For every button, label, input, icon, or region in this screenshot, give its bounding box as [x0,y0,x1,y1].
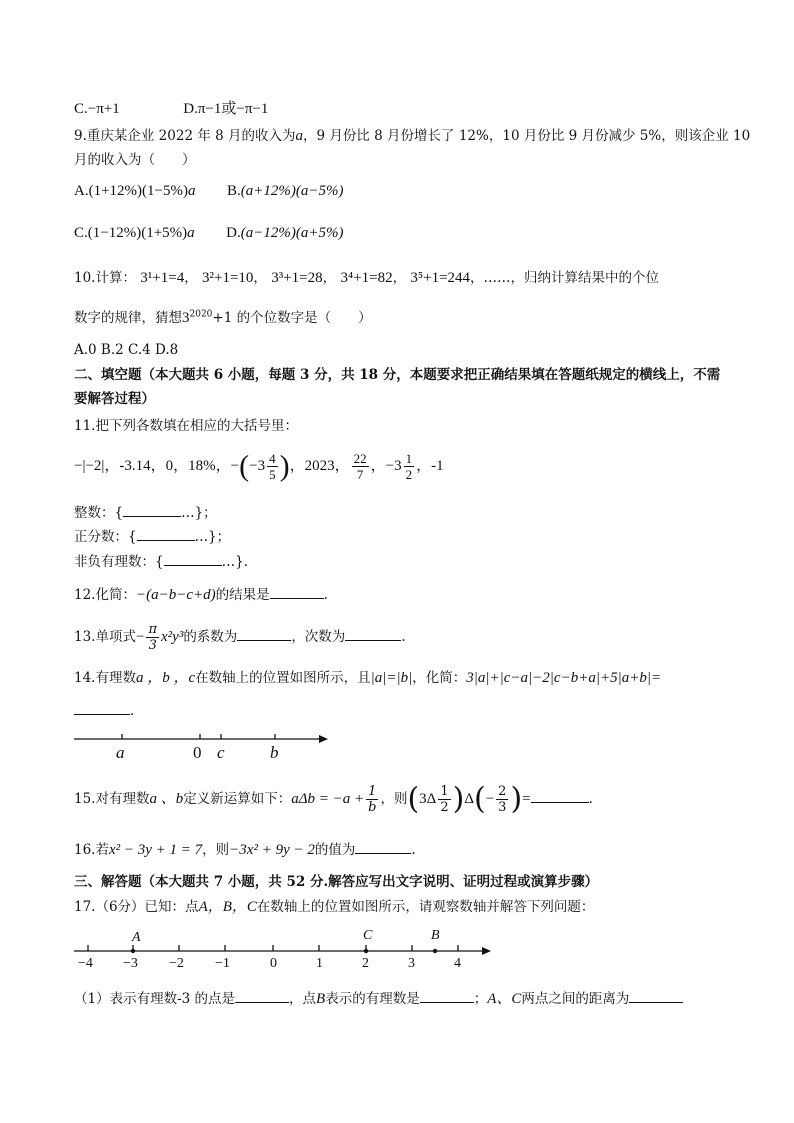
q10-options: A.0 B.2 C.4 D.8 [74,342,179,358]
q10-power-exp: 2020 [189,309,213,320]
q8-option-c-label: C. [74,101,88,117]
q10-suffix: ，……，归纳计算结果中的个位 [470,270,660,286]
q17-tick-4: 4 [454,956,461,971]
q13-stem: 13.单项式 [74,629,136,645]
q17-tick-1: 1 [316,956,323,971]
q17-sub1-text-a: （1）表示有理数-3 的点是 [74,991,236,1007]
section3-title: 三、解答题（本大题共 7 小题，共 52 分.解答应写出文字说明、证明过程或演算步骤） [74,874,599,890]
q12-stem: 12.化简： [74,587,136,603]
q16-expr2: −3x² + 9y − 2 [229,842,315,858]
q11-mixed1-whole: −3 [249,458,266,474]
q14-answer-line: . [74,702,134,720]
q11-stem: 11.把下列各数填在相应的大括号里： [74,418,298,434]
q14-stem-b: 在数轴上的位置如图所示，且 [195,670,371,686]
q13-coef-blank[interactable] [237,640,291,641]
q17-sub1: （1）表示有理数-3 的点是 ，点B表示的有理数是 ；A、C两点之间的距离为 [74,990,683,1008]
q15-e2-frac: $\frac{2}{3}$ [498,784,507,815]
q17-tick-neg4: −4 [78,956,93,971]
q14-axis-arrow [319,735,328,743]
q9-option-d: (a−12%)(a+5%) [240,225,344,241]
q11-int-end: …}； [181,505,217,521]
q15-e1-frac: $\frac{1}{2}$ [440,784,449,815]
q14-condition: |a|=|b| [370,670,413,686]
q9-options-ab: A.(1+12%)(1−5%)a B.(a+12%)(a−5%) [74,183,344,199]
q14-label-b: b [270,743,279,762]
q10-stem-line2 [74,309,372,327]
q14-number-line [74,733,334,745]
q17-point-c-dot [364,949,368,953]
q17-point-label-b: B [431,928,440,943]
q9-b-label: B. [226,183,241,199]
q12-tail: 的结果是 [215,587,270,603]
q12-expr: −(a−b−c+d) [135,587,216,603]
q17-points: A，B，C [198,899,257,915]
q11-frac2: $\frac{22}{7}$ [353,451,367,483]
q11-positive-fractions [74,528,230,546]
q14-label-0: 0 [193,743,202,762]
q17-axis-arrow [482,947,491,955]
q12-blank[interactable] [270,598,324,599]
q11-pos-blank[interactable] [137,540,195,541]
q14-stem-c: ，化简： [412,670,467,686]
q16-stem: 16.若 [74,842,109,858]
q10-line2a: 数字的规律，猜想 [74,310,182,326]
q17-tick-2: 2 [362,956,369,971]
q13-tail1: 的系数为 [183,629,238,645]
q17-tick-neg3: −3 [123,956,138,971]
q14-stem [74,669,661,687]
section2-title-line2: 要解答过程） [74,391,155,407]
q9-options-cd: C.(1−12%)(1+5%)a D.(a−12%)(a+5%) [74,225,344,241]
q9-stem-line2: 月的收入为（ ） [74,152,196,168]
q11-nonneg-label: 非负有理数：{ [74,554,164,570]
q10-prefix: 10.计算： [74,270,136,286]
q10-power-base: 3 [182,310,190,326]
q17-sub1-text-b: ，点 [289,991,317,1007]
q11-nonneg-end: …}. [221,554,248,570]
q17-sub1-blank1[interactable] [235,1002,289,1003]
q10-seq-3: 3³+1=28 [271,270,323,286]
q11-nums-c: ，−3 [370,458,402,474]
q15-e1: 3Δ [419,791,437,807]
q10-line2b: +1 的个位数字是（ ） [212,310,372,326]
q15-vars: a 、b [149,791,184,807]
q9-option-c: (1−12%)(1+5%) [87,225,188,241]
q15-blank[interactable] [531,802,589,803]
q9-var-a: a [295,128,303,144]
q13: 13.单项式− $\frac{\pi}{3}$ x²y³的系数为 ，次数为 . [74,622,406,653]
q15-def: aΔb = −a + [291,791,365,807]
q12: 12.化简：−(a−b−c+d)的结果是 . [74,587,328,603]
q9-d-label: D. [226,225,241,241]
q11-nums-b: ，2023， [289,458,350,474]
q11-pos-end: …}； [194,529,231,545]
q17-tick-neg1: −1 [215,956,230,971]
q11-pos-label: 正分数：{ [74,529,137,545]
q10-seq-4: 3⁴+1=82 [340,270,393,286]
q13-vars: x²y³ [161,629,184,645]
q17-sub1-blank2[interactable] [420,1002,474,1003]
q17-point-a-dot [131,949,135,953]
q15-stem-b: 定义新运算如下： [183,791,292,807]
q16-expr1: x² − 3y + 1 = 7 [108,842,203,858]
q16-mid: ，则 [202,842,230,858]
q17-tick-neg2: −2 [169,956,184,971]
q17-stem-b: 在数轴上的位置如图所示，请观察数轴并解答下列问题： [256,899,595,915]
q17-point-label-c: C [363,928,373,943]
q14-vars: a ，b ，c [135,670,196,686]
q14-stem-a: 14.有理数 [74,670,136,686]
q10-seq-2: 3²+1=10 [202,270,254,286]
section2-title-line1: 二、填空题（本大题共 6 小题，每题 3 分，共 18 分，本题要求把正确结果填在答题纸规定的横线上，不需 [74,367,721,383]
q11-numbers: −|−2|，-3.14，0，18%，−(−3 $\frac{4}{5}$ )，2023， $\frac{22}{7}$ ，−3 $\frac{1}{2}$ ，-1 [74,449,444,483]
q11-nums-a: −|−2|，-3.14，0，18%，− [74,458,240,474]
q14-blank[interactable] [74,714,130,715]
q16: 16.若x² − 3y + 1 = 7，则−3x² + 9y − 2的值为 . [74,842,416,858]
q8-option-c: −π+1 [87,101,120,117]
q9-text2: ，9 月份比 8 月份增长了 12%，10 月份比 9 月份减少 5%，则该企业 10 [303,128,751,144]
q8-option-d: π−1或−π−1 [197,101,269,117]
q14-label-a: a [116,743,125,762]
q17-stem [74,898,594,916]
q9-c-label: C. [74,225,88,241]
q17-sub1-blank3[interactable] [629,1002,683,1003]
q17-tick-3: 3 [408,956,415,971]
q9-text1: 9.重庆某企业 2022 年 8 月的收入为 [74,128,296,144]
q17-point-b-dot [433,949,437,953]
q17-sub1-text-e: 两点之间的距离为 [521,991,630,1007]
q15-stem-c: ，则 [380,791,408,807]
q8-options [74,100,268,118]
q14-expr: 3|a|+|c−a|−2|c−b+a|+5|a+b|= [466,670,662,686]
q11-nonneg-blank[interactable] [164,565,222,566]
q10-seq-1: 3¹+1=4 [140,270,185,286]
q10-stem-line1: 10.计算： 3¹+1=4， 3²+1=10， 3³+1=28， 3⁴+1=82， 3⁵+1=244，……，归纳计算结果中的个位 [74,270,660,286]
q16-blank[interactable] [355,853,411,854]
q17-point-label-a: A [132,930,141,945]
q9-option-b: (a+12%)(a−5%) [240,183,344,199]
q11-mixed3-frac: $\frac{1}{2}$ [405,451,413,483]
q15-stem-a: 15.对有理数 [74,791,150,807]
q13-degree-blank[interactable] [345,640,401,641]
q16-tail: 的值为 [314,842,356,858]
q11-int-blank[interactable] [123,516,181,517]
q11-integers [74,504,217,522]
q14-label-c: c [217,743,225,762]
q9-option-a: (1+12%)(1−5%) [88,183,188,199]
q17-stem-a: 17.（6分）已知：点 [74,899,199,915]
q15-def-frac: $\frac{1}{b}$ [368,784,377,815]
q17-sub1-text-c: 表示的有理数是 [325,991,420,1007]
q13-coef-frac: $\frac{\pi}{3}$ [148,622,157,653]
q8-option-d-label: D. [183,101,198,117]
q13-tail2: ，次数为 [291,629,346,645]
q9-stem-line1 [74,127,750,145]
q11-mixed1-frac: $\frac{4}{5}$ [269,451,276,483]
q11-int-label: 整数：{ [74,505,124,521]
q17-tick-0: 0 [270,956,277,971]
q11-nums-d: ，-1 [416,458,444,474]
q15: 15.对有理数a 、b定义新运算如下：aΔb = −a + $\frac{1}{b}$ ，则(3Δ $\frac{1}{2}$ )Δ(− $\frac{2}{3}$ )= . [74,781,593,817]
q9-a-label: A. [74,183,89,199]
q10-seq-5: 3⁵+1=244 [410,270,471,286]
q11-nonneg-rationals [74,553,248,571]
